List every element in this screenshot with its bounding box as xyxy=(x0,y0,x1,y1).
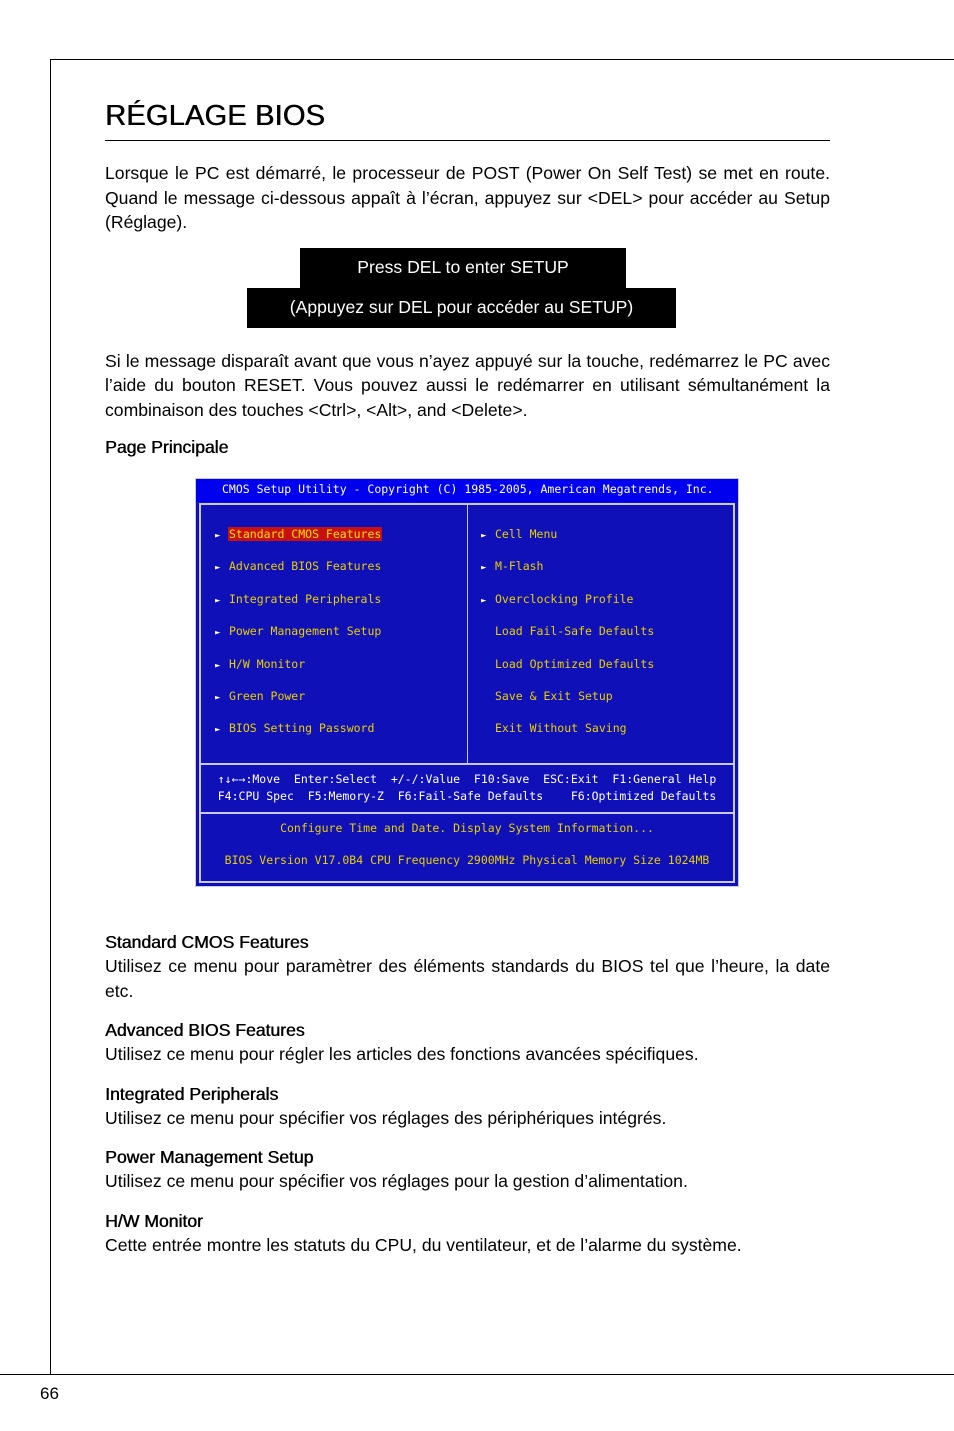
desc-power-management xyxy=(105,1145,830,1194)
desc-standard-cmos xyxy=(105,930,830,1003)
bios-left-menu xyxy=(215,526,382,753)
bios-menu-item-load-optimized[interactable]: Load Optimized Defaults xyxy=(495,656,655,671)
desc-text: Utilisez ce menu pour spécifier vos réglages des périphériques intégrés. xyxy=(105,1107,667,1128)
arrow-right-icon: ► xyxy=(215,692,221,703)
arrow-right-icon: ► xyxy=(215,628,221,639)
section-title-main-page: Page Principale xyxy=(105,437,229,457)
bios-title-bar: CMOS Setup Utility - Copyright (C) 1985-2005, American Megatrends, Inc. xyxy=(196,479,738,502)
bios-screenshot xyxy=(195,478,739,887)
arrow-right-icon: ► xyxy=(481,531,487,541)
bios-divider-description xyxy=(201,812,733,814)
title-underline xyxy=(105,140,830,141)
desc-integrated-peripherals xyxy=(105,1082,830,1131)
desc-text: Utilisez ce menu pour spécifier vos réglages pour la gestion d’alimentation. xyxy=(105,1171,688,1191)
bios-menu-item-exit-without-saving[interactable]: Exit Without Saving xyxy=(495,721,627,736)
page-number: 66 xyxy=(40,1384,59,1403)
desc-title: Standard CMOS Features xyxy=(105,932,309,952)
bios-menu-item-green-power[interactable]: ► Green Power xyxy=(215,688,382,720)
frame-bottom-rule xyxy=(0,1374,954,1375)
bios-menu-item-m-flash[interactable]: ► M-Flash xyxy=(481,558,655,590)
bios-menu-item-save-exit[interactable]: Save & Exit Setup xyxy=(495,688,613,703)
arrow-right-icon: ► xyxy=(215,595,221,606)
post-message-english: Press DEL to enter SETUP xyxy=(300,248,626,288)
bios-menu-item-hw-monitor[interactable]: ► H/W Monitor xyxy=(215,656,382,688)
post-message-french: (Appuyez sur DEL pour accéder au SETUP) xyxy=(247,288,676,328)
bios-column-divider xyxy=(467,505,468,763)
menu-descriptions xyxy=(105,930,830,1257)
bios-main-panel xyxy=(199,503,735,883)
arrow-right-icon: ► xyxy=(215,660,221,671)
bios-version-line: BIOS Version V17.0B4 CPU Frequency 2900MHz Physical Memory Size 1024MB xyxy=(224,853,710,867)
bios-key-legend xyxy=(201,771,733,805)
bios-key-legend-line1: ↑↓←→:Move Enter:Select +/-/:Value F10:Save ESC:Exit F1:General Help xyxy=(217,772,717,786)
bios-menu-item-overclocking-profile[interactable]: ► Overclocking Profile xyxy=(481,591,655,623)
bios-menu-item-cell-menu[interactable]: ► Cell Menu xyxy=(481,526,655,558)
arrow-right-icon: ► xyxy=(481,563,487,574)
bios-right-menu xyxy=(481,526,655,753)
desc-title: Power Management Setup xyxy=(105,1147,314,1167)
post-message xyxy=(105,248,830,336)
bios-menu-item-integrated-peripherals[interactable]: ► Integrated Peripherals xyxy=(215,591,382,623)
bios-divider-keys xyxy=(201,763,733,765)
bios-menu-item-power-management[interactable]: ► Power Management Setup xyxy=(215,623,382,655)
frame-left-rule xyxy=(50,59,51,1375)
desc-title: H/W Monitor xyxy=(105,1210,203,1231)
frame-top-rule xyxy=(50,59,954,60)
bios-menu-item-bios-password[interactable]: ► BIOS Setting Password xyxy=(215,720,382,752)
arrow-right-icon: ► xyxy=(481,595,487,606)
bios-key-legend-line2: F4:CPU Spec F5:Memory-Z F6:Fail-Safe Defaults F6:Optimized Defaults xyxy=(217,789,717,803)
desc-advanced-bios xyxy=(105,1018,830,1067)
page-title: RÉGLAGE BIOS xyxy=(105,100,325,132)
arrow-right-icon: ► xyxy=(215,531,221,541)
bios-menu-item-advanced-bios[interactable]: ► Advanced BIOS Features xyxy=(215,558,382,590)
retry-paragraph: Si le message disparaît avant que vous n’ayez appuyé sur la touche, redémarrez le PC avec l’aide du bouton RESET. Vous pouvez aussi le redémarrer en utilisant sémultanément la combinaison des touches <Ctrl>, <Alt>, and <Delete>. xyxy=(105,350,830,420)
desc-text: Utilisez ce menu pour régler les articles des fonctions avancées spécifiques. xyxy=(105,1044,699,1064)
bios-menu-item-load-fail-safe[interactable]: Load Fail-Safe Defaults xyxy=(495,624,655,639)
desc-text: Cette entrée montre les statuts du CPU, du ventilateur, et de l’alarme du système. xyxy=(105,1234,742,1255)
arrow-right-icon: ► xyxy=(215,563,221,574)
desc-title: Advanced BIOS Features xyxy=(105,1020,305,1040)
arrow-right-icon: ► xyxy=(215,725,221,736)
desc-hw-monitor xyxy=(105,1209,830,1258)
desc-title: Integrated Peripherals xyxy=(105,1083,279,1104)
bios-menu-item-standard-cmos[interactable]: ► Standard CMOS Features xyxy=(215,526,382,558)
bios-item-description: Configure Time and Date. Display System Information... xyxy=(280,821,654,835)
desc-text: Utilisez ce menu pour paramètrer des éléments standards du BIOS tel que l’heure, la date etc. xyxy=(105,956,830,1001)
intro-paragraph: Lorsque le PC est démarré, le processeur de POST (Power On Self Test) se met en route. Quand le message ci-dessous appaît à l’écran, appuyez sur <DEL> pour accéder au Setup (Réglage). xyxy=(105,163,830,232)
main-content xyxy=(105,96,830,459)
